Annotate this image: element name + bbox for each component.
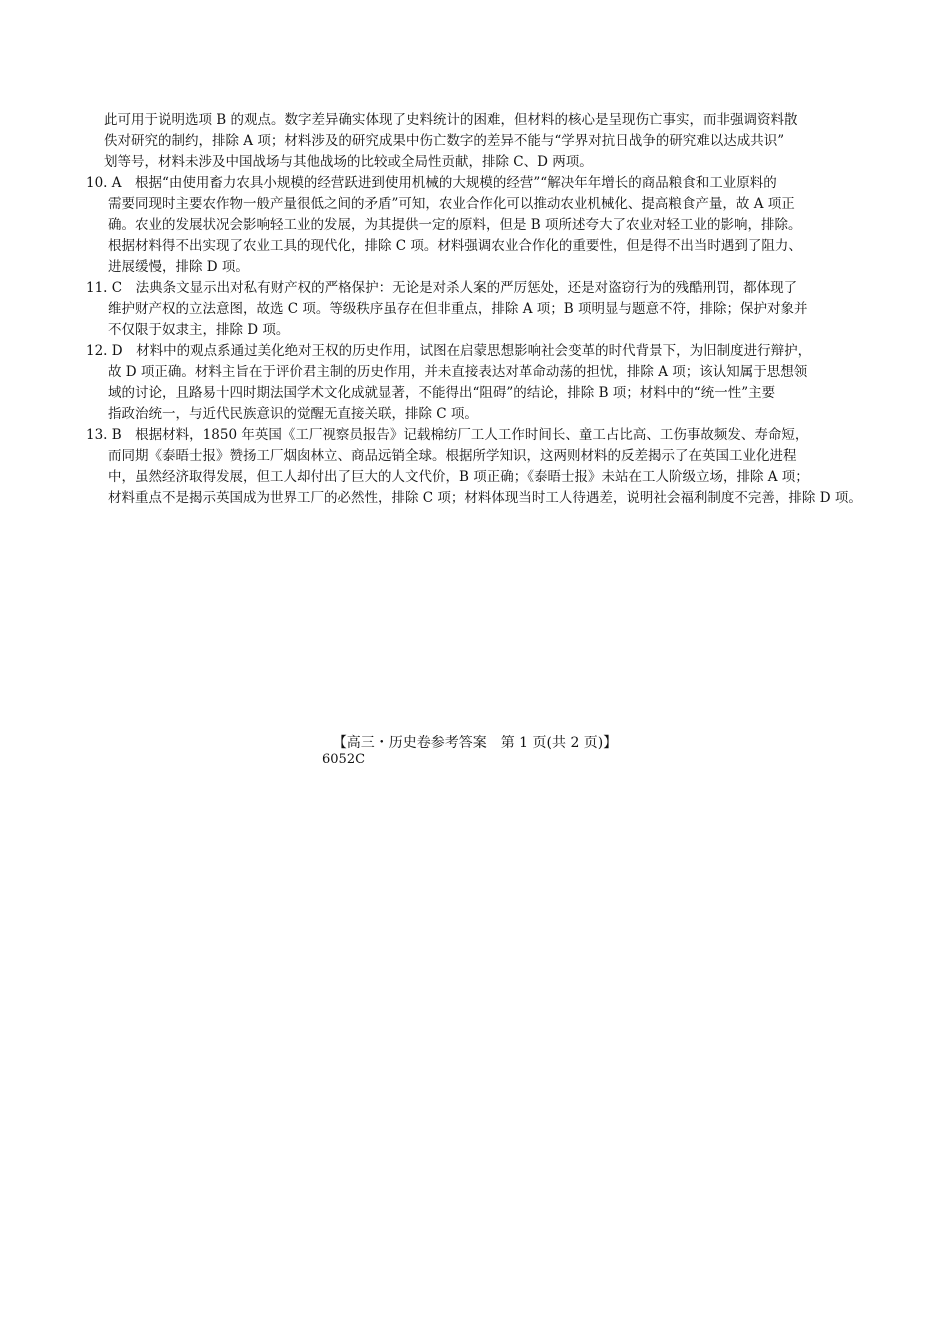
answer-line: 确。农业的发展状况会影响轻工业的发展，为其提供一定的原料，但是 B 项所述夸大了农业对轻工业的影响，排除。 bbox=[108, 217, 802, 233]
answer-line: 10. A 根据“由使用畜力农具小规模的经营跃进到使用机械的大规模的经营”“解决年年增长的商品粮食和工业原料的 bbox=[86, 175, 777, 191]
answer-line: 根据材料得不出实现了农业工具的现代化，排除 C 项。材料强调农业合作化的重要性，但是得不出当时遇到了阻力、 bbox=[108, 238, 802, 254]
page-footer: 【高三・历史卷参考答案 第 1 页(共 2 页)】 bbox=[332, 735, 618, 751]
answer-line: 故 D 项正确。材料主旨在于评价君主制的历史作用，并未直接表达对革命动荡的担忧，排除 A 项；该认知属于思想领 bbox=[108, 364, 808, 380]
answer-line: 佚对研究的制约，排除 A 项；材料涉及的研究成果中伤亡数字的差异不能与“学界对抗日战争的研究难以达成共识” bbox=[104, 133, 785, 149]
answer-line: 材料重点不是揭示英国成为世界工厂的必然性，排除 C 项；材料体现当时工人待遇差，说明社会福利制度不完善，排除 D 项。 bbox=[108, 490, 862, 506]
answer-line: 维护财产权的立法意图，故选 C 项。等级秩序虽存在但非重点，排除 A 项；B 项明显与题意不符，排除；保护对象并 bbox=[108, 301, 808, 317]
answer-line: 不仅限于奴隶主，排除 D 项。 bbox=[108, 322, 290, 338]
answer-line: 12. D 材料中的观点系通过美化绝对王权的历史作用，试图在启蒙思想影响社会变革的时代背景下，为旧制度进行辩护， bbox=[86, 343, 812, 359]
answer-line: 此可用于说明选项 B 的观点。数字差异确实体现了史料统计的困难，但材料的核心是呈现伤亡事实，而非强调资料散 bbox=[104, 112, 798, 128]
answer-line: 进展缓慢，排除 D 项。 bbox=[108, 259, 249, 275]
answer-line: 13. B 根据材料，1850 年英国《工厂视察员报告》记载棉纺厂工人工作时间长、童工占比高、工伤事故频发、寿命短， bbox=[86, 427, 809, 443]
paper-code: 6052C bbox=[322, 752, 366, 767]
answer-line: 需要同现时主要农作物一般产量很低之间的矛盾”可知，农业合作化可以推动农业机械化、提高粮食产量，故 A 项正 bbox=[108, 196, 795, 212]
answer-line: 中，虽然经济取得发展，但工人却付出了巨大的人文代价，B 项正确；《泰晤士报》未站在工人阶级立场，排除 A 项； bbox=[108, 469, 809, 485]
answer-line: 而同期《泰晤士报》赞扬工厂烟囱林立、商品远销全球。根据所学知识，这两则材料的反差揭示了在英国工业化进程 bbox=[108, 448, 797, 464]
answer-line: 划等号，材料未涉及中国战场与其他战场的比较或全局性贡献，排除 C、D 两项。 bbox=[104, 154, 593, 170]
answer-line: 11. C 法典条文显示出对私有财产权的严格保护：无论是对杀人案的严厉惩处，还是对盗窃行为的残酷刑罚，都体现了 bbox=[86, 280, 798, 296]
answer-line: 域的讨论，且路易十四时期法国学术文化成就显著，不能得出“阻碍”的结论，排除 B 项；材料中的“统一性”主要 bbox=[108, 385, 776, 401]
answer-content bbox=[86, 112, 864, 511]
answer-line: 指政治统一，与近代民族意识的觉醒无直接关联，排除 C 项。 bbox=[108, 406, 478, 422]
